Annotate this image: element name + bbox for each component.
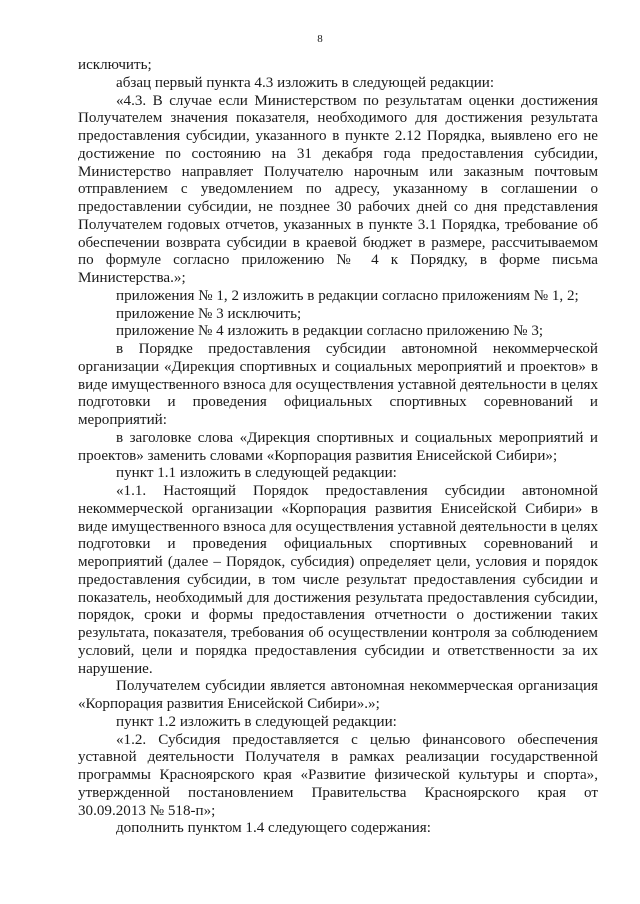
- paragraph: приложение № 4 изложить в редакции согласно приложению № 3;: [116, 323, 544, 340]
- paragraph: абзац первый пункта 4.3 изложить в следующей редакции:: [116, 74, 495, 91]
- paragraph: исключить;: [78, 57, 152, 73]
- paragraph: приложение № 3 исключить;: [116, 305, 302, 322]
- paragraph: в Порядке предоставления субсидии автономной некоммерческой организации «Дирекция спортивных и социальных мероприятий и проектов» в виде имущественного взноса для осуществления уставной деятельности в целях подготовки и проведения официальных спортивных соревнований и мероприятий:: [78, 341, 598, 428]
- document-body: [78, 57, 598, 838]
- paragraph: «1.2. Субсидия предоставляется с целью финансового обеспечения уставной деятельности Получателя в рамках реализации государственной программы Красноярского края «Развитие физической культуры и спорта», утвержденной постановлением Правительства Красноярского края от 30.09.2013 № 518-п»;: [78, 731, 598, 819]
- page-number: 8: [317, 33, 323, 45]
- paragraph: в заголовке слова «Дирекция спортивных и социальных мероприятий и проектов» заменить словами «Корпорация развития Енисейской Сибири»;: [78, 429, 598, 464]
- paragraph: дополнить пунктом 1.4 следующего содержания:: [116, 820, 431, 837]
- paragraph: пункт 1.1 изложить в следующей редакции:: [116, 465, 397, 482]
- paragraph: Получателем субсидии является автономная некоммерческая организация «Корпорация развития Енисейской Сибири».»;: [78, 678, 598, 712]
- paragraph: «1.1. Настоящий Порядок предоставления субсидии автономной некоммерческой организации «Корпорация развития Енисейской Сибири» в виде имущественного взноса для осуществления уставной деятельности в целях подготовки и проведения официальных спортивных соревнований и мероприятий (далее – Порядок, субсидия) определяет цели, условия и порядок предоставления субсидии, в том числе результат предоставления субсидии и показатель, необходимый для достижения результата предоставления субсидии, порядок, сроки и формы предоставления отчетности о достижении таких результата, показателя, требования об осуществлении контроля за соблюдением условий, цели и порядка предоставления субсидии и ответственности за их нарушение.: [78, 483, 598, 677]
- paragraph: приложения № 1, 2 изложить в редакции согласно приложениям № 1, 2;: [116, 287, 579, 304]
- paragraph: пункт 1.2 изложить в следующей редакции:: [116, 713, 397, 730]
- paragraph: «4.3. В случае если Министерством по результатам оценки достижения Получателем значения показателя, необходимого для достижения результата предоставления субсидии, указанного в пункте 2.12 Порядка, выявлено его не достижение по состоянию на 31 декабря года предоставления субсидии, Министерство направляет Получателю нарочным или заказным почтовым отправлением с уведомлением по адресу, указанному в соглашении о предоставлении субсидии, не позднее 30 рабочих дней со дня представления Получателем годовых отчетов, указанных в пункте 3.1 Порядка, требование об обеспечении возврата субсидии в краевой бюджет в размере, рассчитываемом по формуле согласно приложению № 4 к Порядку, в форме письма Министерства.»;: [78, 92, 598, 286]
